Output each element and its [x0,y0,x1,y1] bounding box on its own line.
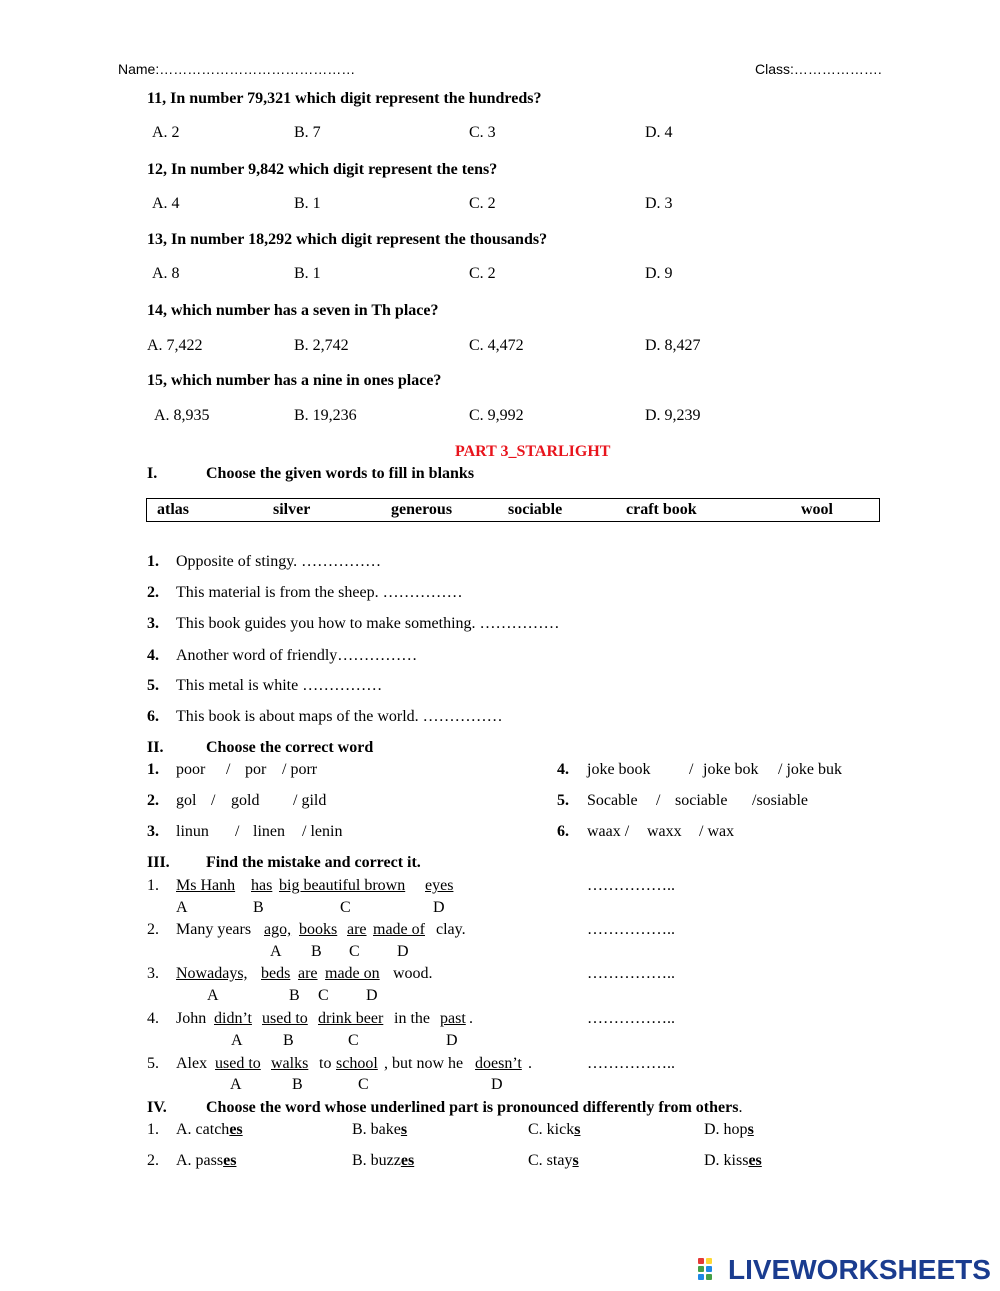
letter-c: C [348,1032,359,1049]
item-number: 4. [147,1010,159,1027]
option-d: D. 9 [645,265,673,282]
text: to [319,1055,332,1072]
item-number: 5. [147,1055,159,1072]
word-stem: B. bake [352,1121,401,1138]
item-text: Opposite of stingy. …………… [176,553,382,570]
section-number: II. [147,739,164,756]
option-c: C. 2 [469,265,496,282]
item-text: This book is about maps of the world. …………… [176,708,503,725]
option-d: D. 9,239 [645,407,701,424]
section-title: Find the mistake and correct it. [206,854,421,871]
item-number: 6. [147,708,159,725]
choice-a: poor [176,761,206,778]
section-title-period: . [738,1099,743,1116]
text: , but now he [384,1055,464,1072]
letter-a: A [270,943,282,960]
part-d: doesn’t [475,1055,522,1072]
part-c: big beautiful brown [279,877,406,894]
part-b: used to [262,1010,308,1027]
item-number: 2. [147,1152,159,1169]
item-number: 4. [557,761,569,778]
section-number: IV. [147,1099,167,1116]
question-text: 11, In number 79,321 which digit represent the hundreds? [147,90,542,107]
option-d [704,1121,754,1139]
question-text: 12, In number 9,842 which digit represent the tens? [147,161,498,178]
option-d: D. 4 [645,124,673,141]
letter-b: B [289,987,300,1004]
word-stem: D. hop [704,1121,748,1138]
choice-a: waax / [587,823,630,840]
section-title: Choose the given words to fill in blanks [206,465,475,482]
letter-b: B [253,899,264,916]
underlined-part: es [748,1152,762,1169]
option-c: C. 2 [469,195,496,212]
item-text: This material is from the sheep. …………… [176,584,463,601]
option-a [176,1152,236,1170]
part-d: made of [373,921,425,938]
text: . [528,1055,532,1072]
letter-c: C [349,943,360,960]
item-number: 2. [147,921,159,938]
underlined-part: s [574,1121,581,1138]
section-title: Choose the correct word [206,739,374,756]
item-number: 3. [147,965,159,982]
letter-b: B [283,1032,294,1049]
separator: / [235,823,240,840]
option-a: A. 4 [152,195,180,212]
underlined-part: s [747,1121,754,1138]
choice-a: linun [176,823,209,840]
option-b: B. 1 [294,265,321,282]
part-title: PART 3_STARLIGHT [455,443,611,460]
text: clay. [436,921,466,938]
option-c: C. 9,992 [469,407,524,424]
part-a: ago, [264,921,292,938]
item-number: 2. [147,792,159,809]
part-a: used to [215,1055,261,1072]
question-text: 14, which number has a seven in Th place? [147,302,439,319]
text: Alex [176,1055,208,1072]
text: Many years [176,921,252,938]
choice-b: joke bok [703,761,759,778]
word-stem: D. kiss [704,1152,749,1169]
choice-c: / gild [293,792,327,809]
word-bank-item: generous [391,501,453,518]
class-label: Class:………………. [755,61,882,77]
part-d: made on [325,965,380,982]
letter-a: A [231,1032,243,1049]
option-b: B. 2,742 [294,337,349,354]
answer-blank[interactable]: …………….. [587,1055,675,1072]
choice-c: / lenin [302,823,343,840]
part-b: has [251,877,273,894]
section-title-line [206,1099,742,1117]
letter-c: C [340,899,351,916]
text: in the [394,1010,430,1027]
letter-c: C [318,987,329,1004]
logo-grid-icon [698,1258,722,1282]
part-d: past [440,1010,466,1027]
letter-a: A [207,987,219,1004]
part-c: are [347,921,367,938]
item-text: This book guides you how to make something. …………… [176,615,560,632]
letter-d: D [366,987,378,1004]
option-b: B. 19,236 [294,407,357,424]
part-a: Nowadays, [176,965,248,982]
choice-b: sociable [675,792,728,809]
choice-c: / wax [699,823,735,840]
choice-a: gol [176,792,197,809]
separator: / [689,761,694,778]
choice-a: Socable [587,792,638,809]
part-c: drink beer [318,1010,384,1027]
separator: / [226,761,231,778]
option-a: A. 8,935 [154,407,210,424]
choice-c: / joke buk [778,761,842,778]
part-a: didn’t [214,1010,252,1027]
name-label: Name:…………………………………… [118,61,356,77]
option-c [528,1152,579,1170]
word-bank-item: atlas [157,501,189,518]
option-c: C. 4,472 [469,337,524,354]
answer-blank[interactable]: …………….. [587,965,675,982]
underlined-part: es [229,1121,243,1138]
part-d: eyes [425,877,454,894]
option-a: A. 8 [152,265,180,282]
choice-c: / porr [282,761,318,778]
letter-d: D [491,1076,503,1093]
letter-b: B [311,943,322,960]
item-number: 1. [147,877,159,894]
item-number: 5. [557,792,569,809]
option-d [704,1152,762,1170]
part-a: Ms Hanh [176,877,236,894]
underlined-part: es [223,1152,237,1169]
letter-c: C [358,1076,369,1093]
word-stem: A. catch [176,1121,230,1138]
option-d: D. 8,427 [645,337,701,354]
section-number: I. [147,465,158,482]
option-a: A. 7,422 [147,337,203,354]
word-bank-item: sociable [508,501,563,518]
word-bank [146,498,880,522]
question-text: 15, which number has a nine in ones place? [147,372,442,389]
choice-c: /sosiable [752,792,808,809]
option-d: D. 3 [645,195,673,212]
item-number: 1. [147,1121,159,1138]
separator: / [656,792,661,809]
word-stem: A. pass [176,1152,224,1169]
option-c [528,1121,580,1139]
choice-b: por [245,761,267,778]
option-b: B. 1 [294,195,321,212]
answer-blank[interactable]: …………….. [587,1010,675,1027]
item-number: 1. [147,761,159,778]
letter-b: B [292,1076,303,1093]
underlined-part: s [572,1152,579,1169]
item-text: Another word of friendly…………… [176,647,418,664]
option-a [176,1121,243,1139]
item-number: 2. [147,584,159,601]
part-b: books [299,921,338,938]
answer-blank[interactable]: …………….. [587,921,675,938]
letter-a: A [176,899,188,916]
option-b [352,1152,414,1170]
word-stem: C. stay [528,1152,573,1169]
text: . [469,1010,473,1027]
part-b: walks [271,1055,309,1072]
item-number: 6. [557,823,569,840]
letter-d: D [433,899,445,916]
word-stem: C. kick [528,1121,575,1138]
brand-name: LIVEWORKSHEETS [728,1254,991,1285]
separator: / [211,792,216,809]
item-text: This metal is white …………… [176,677,383,694]
item-number: 1. [147,553,159,570]
section-number: III. [147,854,170,871]
letter-d: D [397,943,409,960]
text: John [176,1010,207,1027]
item-number: 3. [147,823,159,840]
underlined-part: s [400,1121,408,1138]
word-bank-item: wool [801,501,833,518]
word-bank-item: craft book [626,501,697,518]
underlined-part: es [400,1152,415,1169]
part-c: school [336,1055,378,1072]
item-number: 4. [147,647,159,664]
choice-b: linen [253,823,285,840]
option-b: B. 7 [294,124,321,141]
option-b [352,1121,407,1139]
answer-blank[interactable]: …………….. [587,877,675,894]
word-bank-item: silver [273,501,311,518]
text: wood. [393,965,433,982]
option-a: A. 2 [152,124,180,141]
option-c: C. 3 [469,124,496,141]
item-number: 5. [147,677,159,694]
letter-a: A [230,1076,242,1093]
item-number: 3. [147,615,159,632]
section-title: Choose the word whose underlined part is pronounced differently from others [206,1099,739,1116]
word-stem: B. buzz [352,1152,401,1169]
letter-d: D [446,1032,458,1049]
choice-b: gold [231,792,260,809]
part-c: are [298,965,318,982]
choice-b: waxx [647,823,682,840]
question-text: 13, In number 18,292 which digit represent the thousands? [147,231,548,248]
choice-a: joke book [587,761,651,778]
part-b: beds [261,965,291,982]
